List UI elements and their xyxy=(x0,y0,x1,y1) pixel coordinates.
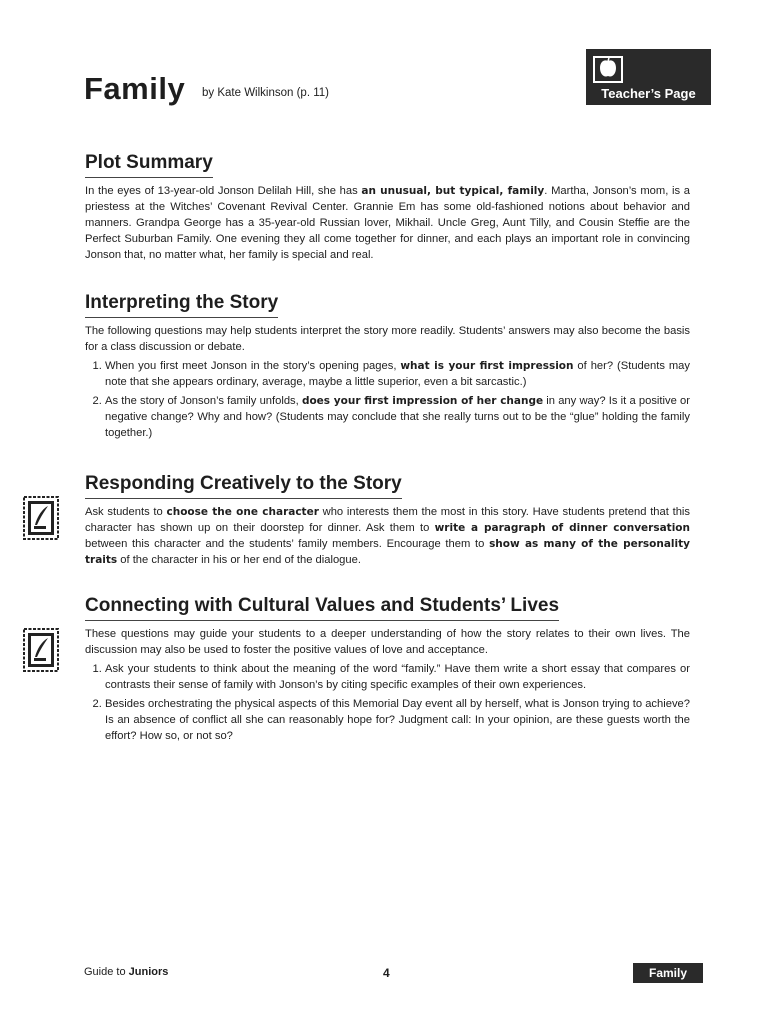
page-title: Family xyxy=(84,71,186,106)
plot-summary-heading: Plot Summary xyxy=(85,151,213,178)
connecting-questions xyxy=(85,661,690,744)
quill-stamp-icon xyxy=(22,495,60,541)
byline: by Kate Wilkinson (p. 11) xyxy=(202,87,329,99)
list-item: 2. As the story of Jonson’s family unfolds, does your first impression of her change in any way? Is it a positive or negative change? Why and how? (Students may conclude that she really turns out to be the “glue” holding the family together.) xyxy=(105,393,690,441)
plot-summary-text: In the eyes of 13-year-old Jonson Delilah Hill, she has an unusual, but typical, family. Martha, Jonson’s mom, is a priestess at the Witches’ Covenant Revival Center. Grannie Em has some old-fashioned notions about behavior and manners. Grandpa George has a 35-year-old Russian lover, Mikhail. Uncle Greg, Aunt Tilly, and Cousin Steffie are the Perfect Suburban Family. One evening they all come together for dinner, and each plays an important role in convincing Jonson that, no matter what, her family is special and real. xyxy=(85,185,690,261)
interpreting-section xyxy=(85,291,690,444)
page-number: 4 xyxy=(383,966,390,980)
list-item: 1. When you first meet Jonson in the story’s opening pages, what is your first impression of her? (Students may note that she appears ordinary, average, maybe a little superior, even a bit sarcastic.) xyxy=(105,358,690,390)
footer-section-label: Family xyxy=(633,963,703,983)
apple-book-icon xyxy=(593,54,623,84)
connecting-section xyxy=(85,594,690,747)
list-item: 2. Besides orchestrating the physical aspects of this Memorial Day event all by herself, what is Jonson trying to achieve? Is an absence of conflict all she can reasonably hope for? Judgment call: In your opinion, are these guests worth the effort? How so, or not so? xyxy=(105,696,690,744)
connecting-intro: These questions may guide your students to a deeper understanding of how the story relates to their own lives. The discussion may also be used to foster the positive values of love and acceptance. xyxy=(85,628,690,656)
teachers-page-label: Teacher’s Page xyxy=(601,86,696,101)
quill-stamp-icon xyxy=(22,627,60,673)
interpreting-questions xyxy=(85,358,690,441)
interpreting-heading: Interpreting the Story xyxy=(85,291,278,318)
responding-text: Ask students to choose the one character who interests them the most in this story. Have students pretend that this character has shown up on their doorstep for dinner. Ask them to write a paragraph of dinner conversation between this character and the students’ family members. Encourage them to show as many of the personality traits of the character in his or her end of the dialogue. xyxy=(85,506,691,566)
responding-heading: Responding Creatively to the Story xyxy=(85,472,402,499)
responding-section xyxy=(85,472,690,568)
interpreting-intro: The following questions may help students interpret the story more readily. Students’ answers may also become the basis for a class discussion or debate. xyxy=(85,325,690,353)
connecting-heading: Connecting with Cultural Values and Students’ Lives xyxy=(85,594,559,621)
list-item: 1. Ask your students to think about the meaning of the word “family.” Have them write a short essay that compares or contrasts their sense of family with Jonson’s by citing specific examples of their own experiences. xyxy=(105,661,690,693)
plot-summary-section xyxy=(85,151,690,263)
footer-guide: Guide to Juniors xyxy=(84,966,169,978)
